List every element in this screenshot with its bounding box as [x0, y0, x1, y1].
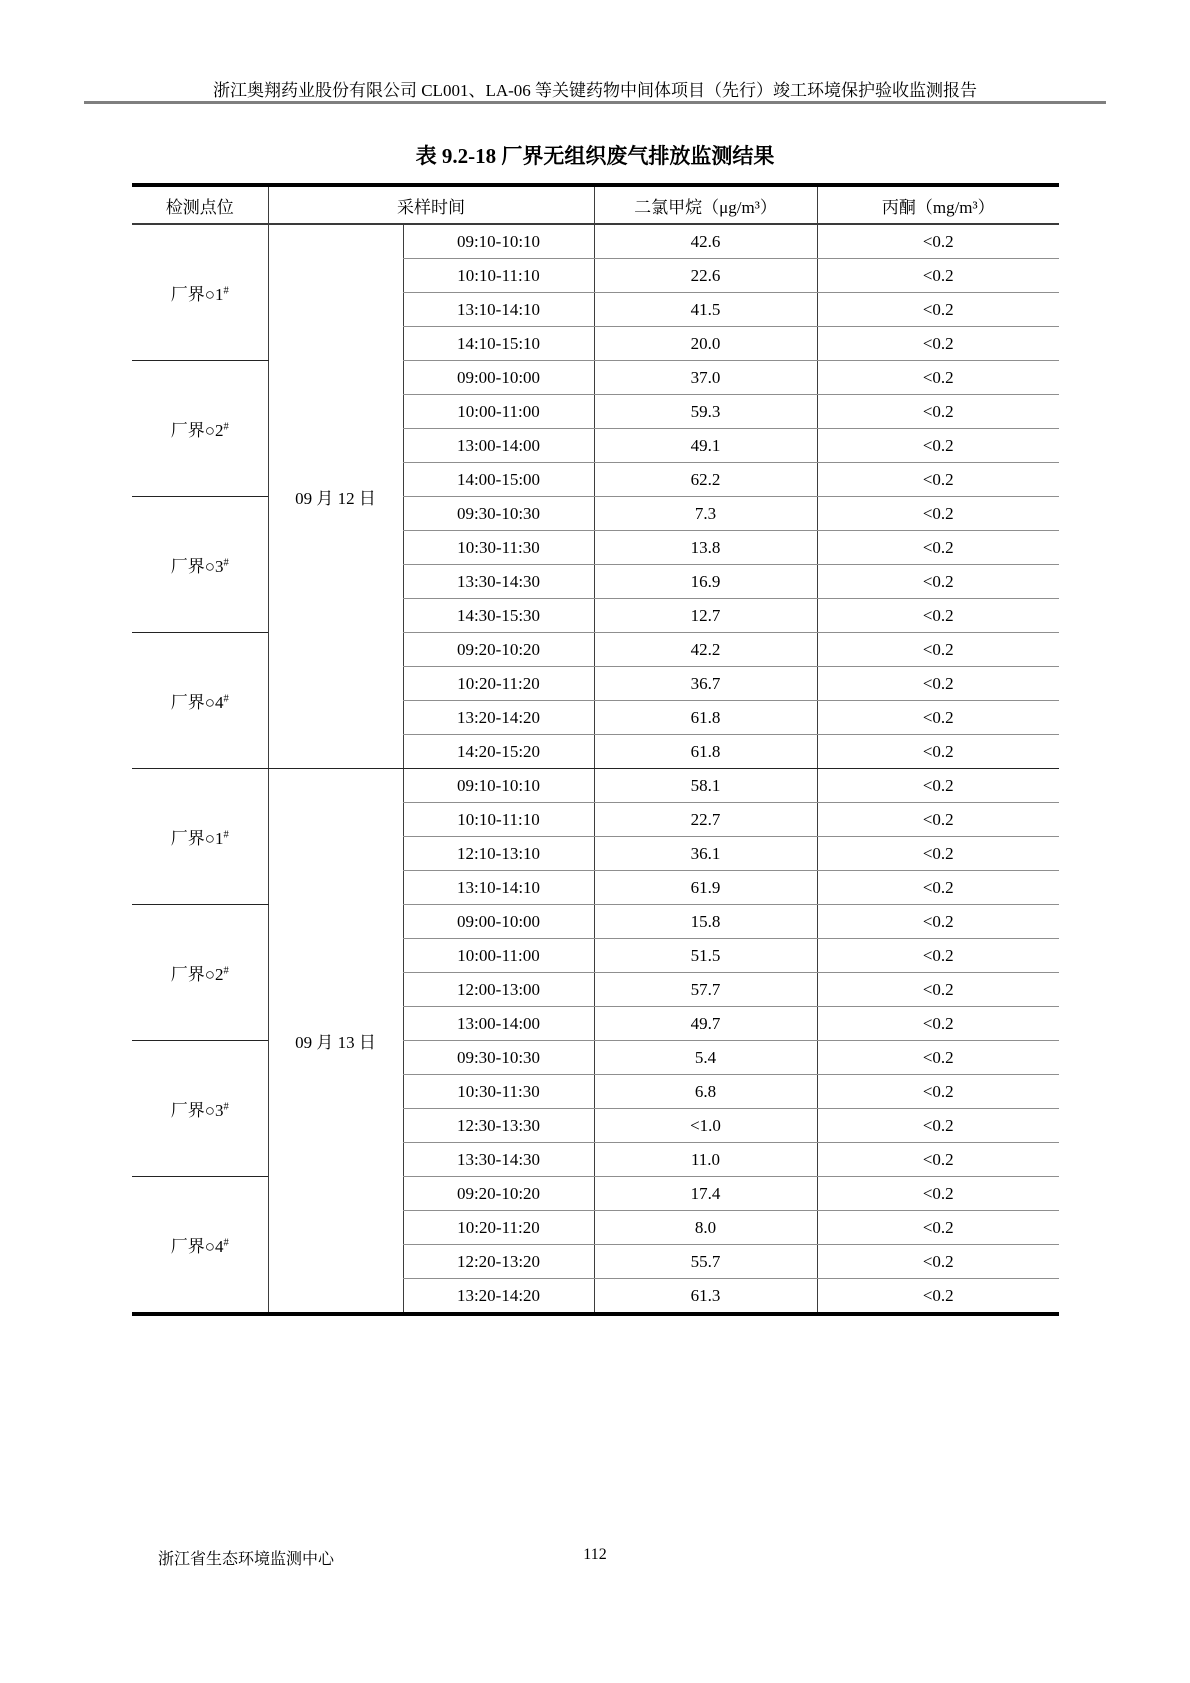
acetone-value-cell: <0.2 — [817, 735, 1059, 769]
table-row — [132, 224, 1059, 259]
acetone-value-cell: <0.2 — [817, 1177, 1059, 1211]
acetone-value-cell: <0.2 — [817, 395, 1059, 429]
monitoring-point-label: 厂界○3 — [170, 557, 224, 576]
acetone-value-cell: <0.2 — [817, 939, 1059, 973]
acetone-value-cell: <0.2 — [817, 667, 1059, 701]
acetone-value-cell: <0.2 — [817, 497, 1059, 531]
acetone-value-cell: <0.2 — [817, 599, 1059, 633]
monitoring-point-label: 厂界○1 — [170, 829, 224, 848]
acetone-value-cell: <0.2 — [817, 803, 1059, 837]
dichloromethane-value-cell: 61.9 — [594, 871, 817, 905]
sampling-time-cell: 09:00-10:00 — [403, 905, 594, 939]
acetone-value-cell: <0.2 — [817, 1279, 1059, 1315]
monitoring-point-cell — [132, 224, 268, 361]
dichloromethane-value-cell: 8.0 — [594, 1211, 817, 1245]
document-header-title: 浙江奥翔药业股份有限公司 CL001、LA-06 等关键药物中间体项目（先行）竣工环境保护验收监测报告 — [212, 81, 978, 100]
dichloromethane-value-cell: 61.8 — [594, 701, 817, 735]
monitoring-point-superscript: # — [223, 421, 229, 433]
table-title: 表 9.2-18 厂界无组织废气排放监测结果 — [415, 144, 775, 168]
sampling-time-cell: 09:10-10:10 — [403, 224, 594, 259]
acetone-value-cell: <0.2 — [817, 361, 1059, 395]
acetone-value-cell: <0.2 — [817, 327, 1059, 361]
dichloromethane-value-cell: 55.7 — [594, 1245, 817, 1279]
sampling-time-cell: 09:30-10:30 — [403, 1041, 594, 1075]
monitoring-point-label: 厂界○4 — [170, 1237, 224, 1256]
dichloromethane-value-cell: 51.5 — [594, 939, 817, 973]
acetone-value-cell: <0.2 — [817, 531, 1059, 565]
sampling-time-cell: 10:20-11:20 — [403, 1211, 594, 1245]
dichloromethane-value-cell: 15.8 — [594, 905, 817, 939]
acetone-value-cell: <0.2 — [817, 905, 1059, 939]
sampling-date-cell: 09 月 13 日 — [268, 769, 403, 1315]
monitoring-results-table — [132, 183, 1059, 1316]
sampling-time-cell: 10:00-11:00 — [403, 939, 594, 973]
monitoring-point-superscript: # — [223, 965, 229, 977]
monitoring-point-superscript: # — [223, 1237, 229, 1249]
acetone-value-cell: <0.2 — [817, 633, 1059, 667]
dichloromethane-value-cell: 11.0 — [594, 1143, 817, 1177]
sampling-time-cell: 10:10-11:10 — [403, 803, 594, 837]
monitoring-point-label: 厂界○4 — [170, 693, 224, 712]
sampling-time-cell: 13:20-14:20 — [403, 701, 594, 735]
acetone-value-cell: <0.2 — [817, 1075, 1059, 1109]
monitoring-point-cell — [132, 1041, 268, 1177]
sampling-time-cell: 12:20-13:20 — [403, 1245, 594, 1279]
sampling-time-cell: 14:30-15:30 — [403, 599, 594, 633]
monitoring-point-cell — [132, 1177, 268, 1315]
acetone-value-cell: <0.2 — [817, 259, 1059, 293]
dichloromethane-value-cell: 7.3 — [594, 497, 817, 531]
col-header-acetone: 丙酮（mg/m³） — [817, 185, 1059, 224]
dichloromethane-value-cell: 59.3 — [594, 395, 817, 429]
header-divider — [84, 101, 1106, 104]
acetone-value-cell: <0.2 — [817, 429, 1059, 463]
acetone-value-cell: <0.2 — [817, 1041, 1059, 1075]
dichloromethane-value-cell: 49.1 — [594, 429, 817, 463]
col-header-sampling-time: 采样时间 — [268, 185, 594, 224]
dichloromethane-value-cell: 22.6 — [594, 259, 817, 293]
acetone-value-cell: <0.2 — [817, 565, 1059, 599]
sampling-time-cell: 10:30-11:30 — [403, 1075, 594, 1109]
acetone-value-cell: <0.2 — [817, 701, 1059, 735]
monitoring-point-superscript: # — [223, 285, 229, 297]
monitoring-point-label: 厂界○3 — [170, 1101, 224, 1120]
sampling-time-cell: 14:10-15:10 — [403, 327, 594, 361]
acetone-value-cell: <0.2 — [817, 871, 1059, 905]
sampling-date-cell: 09 月 12 日 — [268, 224, 403, 769]
dichloromethane-value-cell: 20.0 — [594, 327, 817, 361]
sampling-time-cell: 10:00-11:00 — [403, 395, 594, 429]
dichloromethane-value-cell: 12.7 — [594, 599, 817, 633]
sampling-time-cell: 12:00-13:00 — [403, 973, 594, 1007]
table-body — [132, 224, 1059, 1314]
dichloromethane-value-cell: <1.0 — [594, 1109, 817, 1143]
acetone-value-cell: <0.2 — [817, 1211, 1059, 1245]
dichloromethane-value-cell: 5.4 — [594, 1041, 817, 1075]
sampling-time-cell: 14:00-15:00 — [403, 463, 594, 497]
acetone-value-cell: <0.2 — [817, 837, 1059, 871]
table-header-row — [132, 185, 1059, 224]
acetone-value-cell: <0.2 — [817, 1143, 1059, 1177]
dichloromethane-value-cell: 62.2 — [594, 463, 817, 497]
sampling-time-cell: 10:10-11:10 — [403, 259, 594, 293]
col-header-dichloromethane: 二氯甲烷（μg/m³） — [594, 185, 817, 224]
sampling-time-cell: 13:30-14:30 — [403, 565, 594, 599]
acetone-value-cell: <0.2 — [817, 293, 1059, 327]
monitoring-point-label: 厂界○2 — [170, 421, 224, 440]
acetone-value-cell: <0.2 — [817, 224, 1059, 259]
monitoring-point-superscript: # — [223, 829, 229, 841]
sampling-time-cell: 13:00-14:00 — [403, 429, 594, 463]
monitoring-point-cell — [132, 905, 268, 1041]
monitoring-point-cell — [132, 633, 268, 769]
dichloromethane-value-cell: 57.7 — [594, 973, 817, 1007]
acetone-value-cell: <0.2 — [817, 1245, 1059, 1279]
sampling-time-cell: 09:20-10:20 — [403, 1177, 594, 1211]
footer-page-number: 112 — [583, 1546, 607, 1563]
sampling-time-cell: 13:10-14:10 — [403, 293, 594, 327]
footer-organization: 浙江省生态环境监测中心 — [158, 1551, 335, 1568]
dichloromethane-value-cell: 42.6 — [594, 224, 817, 259]
dichloromethane-value-cell: 16.9 — [594, 565, 817, 599]
acetone-value-cell: <0.2 — [817, 1007, 1059, 1041]
dichloromethane-value-cell: 17.4 — [594, 1177, 817, 1211]
monitoring-point-cell — [132, 769, 268, 905]
table-row — [132, 769, 1059, 803]
monitoring-point-label: 厂界○2 — [170, 965, 224, 984]
dichloromethane-value-cell: 36.7 — [594, 667, 817, 701]
monitoring-point-cell — [132, 497, 268, 633]
monitoring-point-superscript: # — [223, 1101, 229, 1113]
sampling-time-cell: 13:30-14:30 — [403, 1143, 594, 1177]
dichloromethane-value-cell: 6.8 — [594, 1075, 817, 1109]
acetone-value-cell: <0.2 — [817, 463, 1059, 497]
monitoring-point-superscript: # — [223, 693, 229, 705]
sampling-time-cell: 13:10-14:10 — [403, 871, 594, 905]
dichloromethane-value-cell: 13.8 — [594, 531, 817, 565]
dichloromethane-value-cell: 37.0 — [594, 361, 817, 395]
sampling-time-cell: 12:10-13:10 — [403, 837, 594, 871]
acetone-value-cell: <0.2 — [817, 1109, 1059, 1143]
sampling-time-cell: 09:20-10:20 — [403, 633, 594, 667]
sampling-time-cell: 10:20-11:20 — [403, 667, 594, 701]
col-header-monitoring-point: 检测点位 — [132, 185, 268, 224]
dichloromethane-value-cell: 58.1 — [594, 769, 817, 803]
sampling-time-cell: 10:30-11:30 — [403, 531, 594, 565]
dichloromethane-value-cell: 36.1 — [594, 837, 817, 871]
sampling-time-cell: 12:30-13:30 — [403, 1109, 594, 1143]
dichloromethane-value-cell: 61.8 — [594, 735, 817, 769]
sampling-time-cell: 09:10-10:10 — [403, 769, 594, 803]
dichloromethane-value-cell: 42.2 — [594, 633, 817, 667]
dichloromethane-value-cell: 61.3 — [594, 1279, 817, 1315]
monitoring-point-label: 厂界○1 — [170, 285, 224, 304]
acetone-value-cell: <0.2 — [817, 973, 1059, 1007]
sampling-time-cell: 09:30-10:30 — [403, 497, 594, 531]
sampling-time-cell: 14:20-15:20 — [403, 735, 594, 769]
sampling-time-cell: 13:00-14:00 — [403, 1007, 594, 1041]
dichloromethane-value-cell: 41.5 — [594, 293, 817, 327]
dichloromethane-value-cell: 22.7 — [594, 803, 817, 837]
sampling-time-cell: 09:00-10:00 — [403, 361, 594, 395]
sampling-time-cell: 13:20-14:20 — [403, 1279, 594, 1315]
monitoring-point-superscript: # — [223, 557, 229, 569]
acetone-value-cell: <0.2 — [817, 769, 1059, 803]
monitoring-point-cell — [132, 361, 268, 497]
dichloromethane-value-cell: 49.7 — [594, 1007, 817, 1041]
